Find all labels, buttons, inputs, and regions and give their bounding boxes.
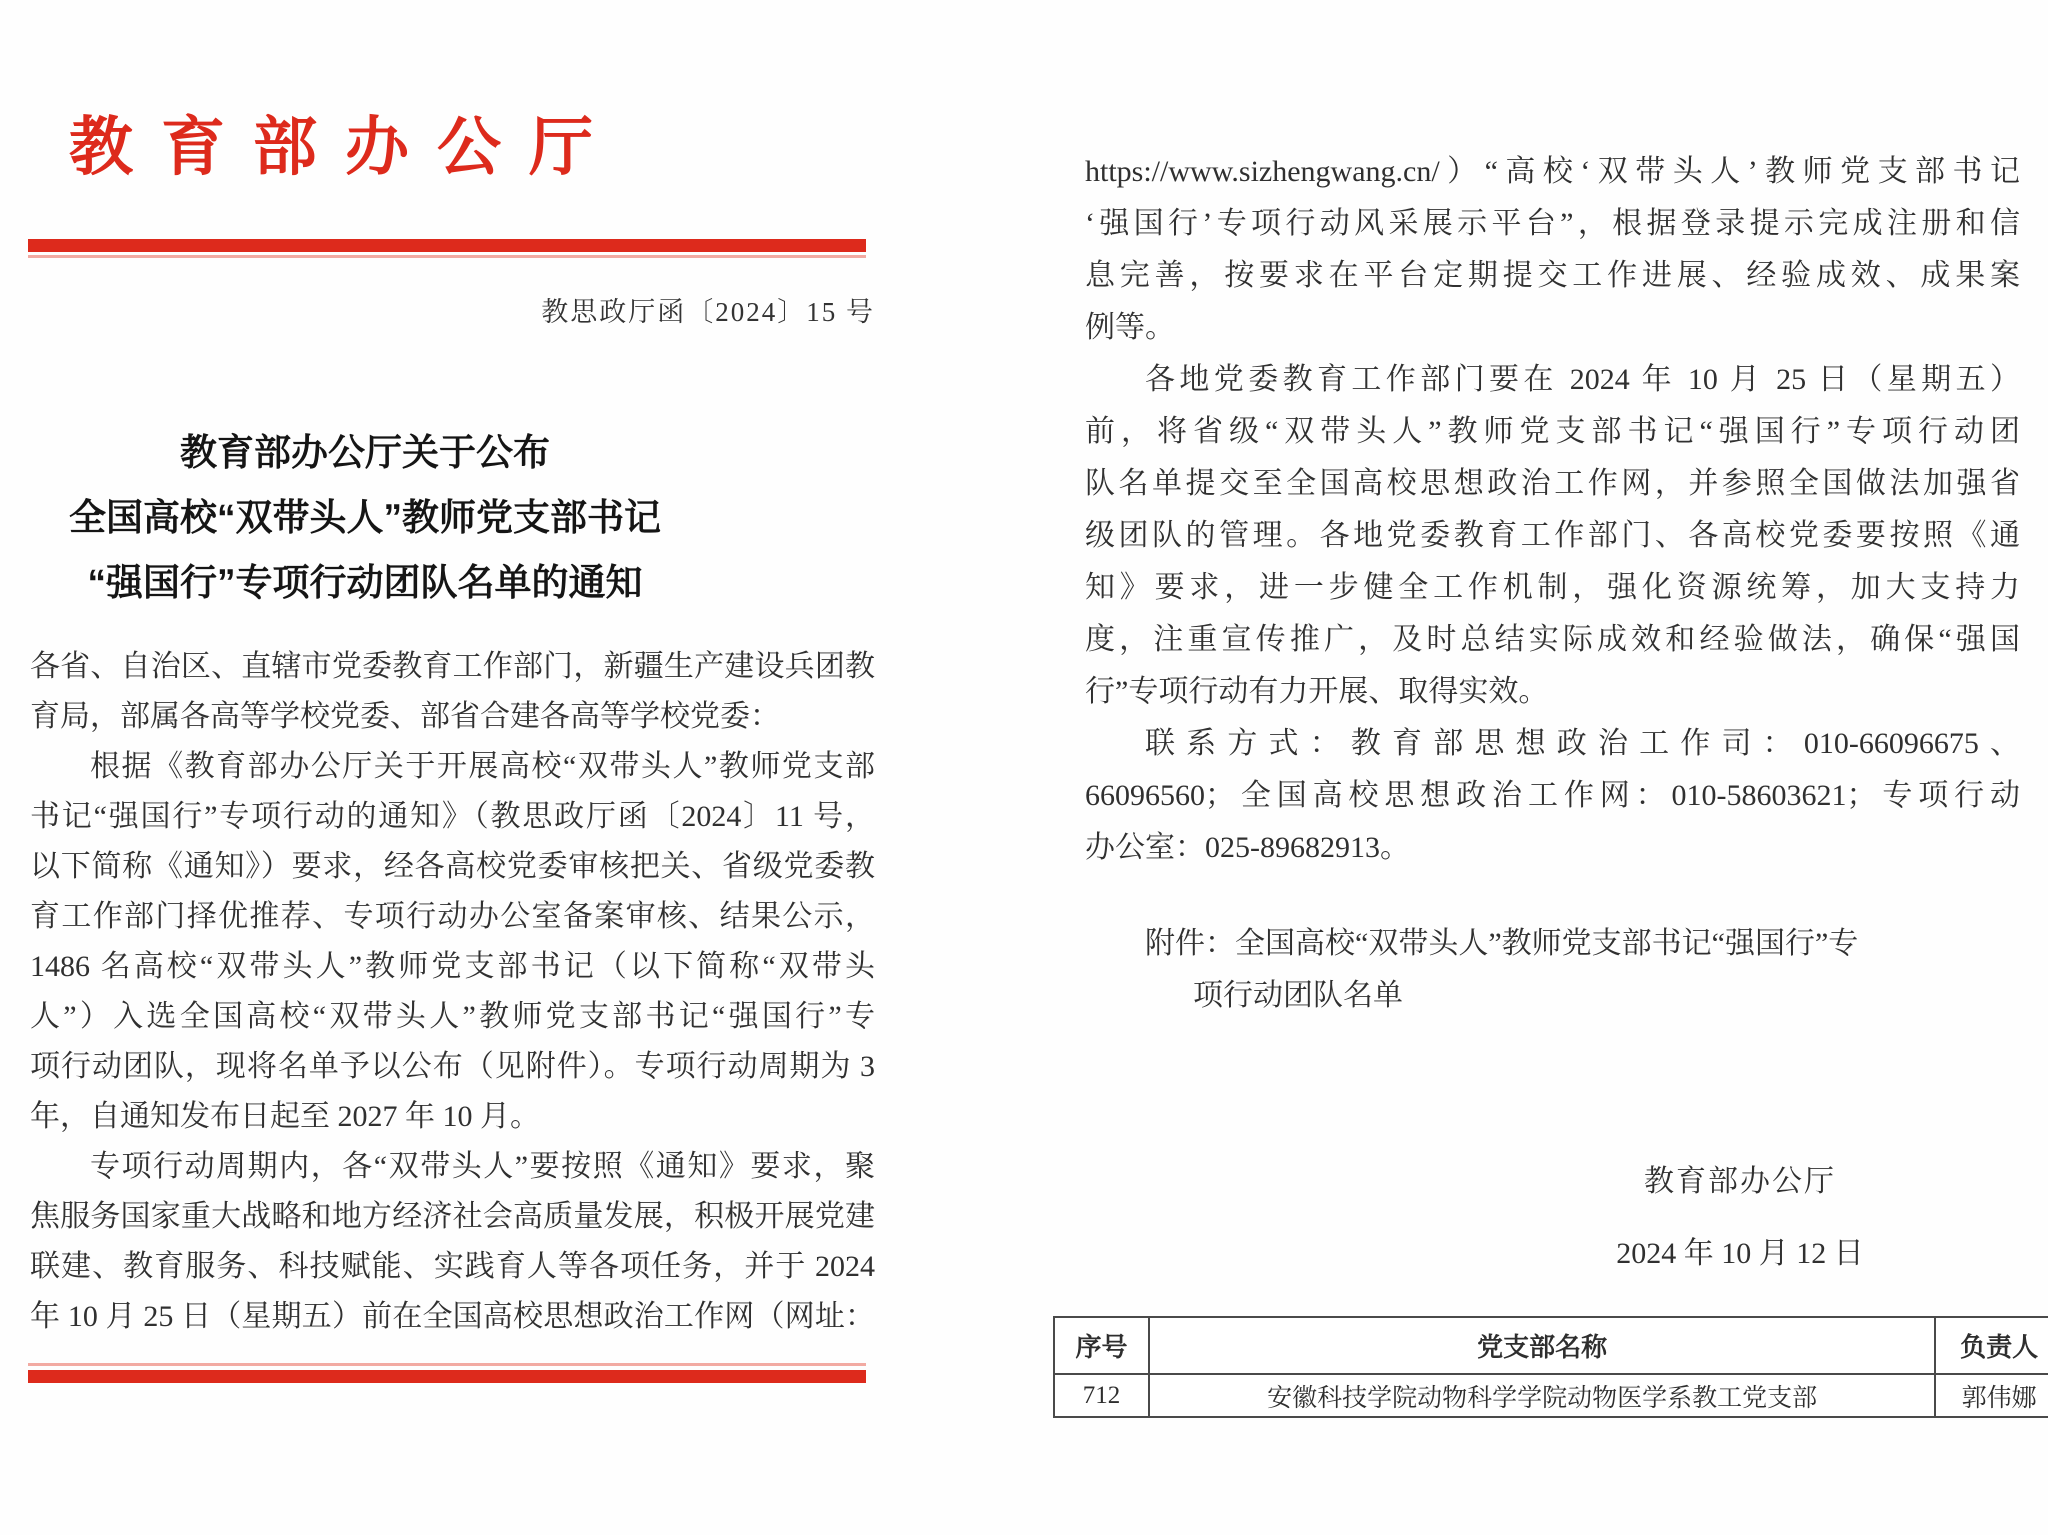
cell-index: 712 [1054, 1374, 1149, 1417]
body-line: 焦服务国家重大战略和地方经济社会高质量发展，积极开展党建 [30, 1200, 875, 1233]
body-line: 人”）入选全国高校“双带头人”教师党支部书记“强国行”专 [30, 1000, 875, 1033]
body-line: 年，自通知发布日起至 2027 年 10 月。 [30, 1100, 540, 1133]
body-line: 根据《教育部办公厅关于开展高校“双带头人”教师党支部 [90, 750, 875, 783]
body-line: 行”专项行动有力开展、取得实效。 [1085, 675, 1549, 708]
column-header-index: 序号 [1054, 1317, 1149, 1374]
cell-leader: 郭伟娜 [1935, 1374, 2048, 1417]
body-line: 项行动团队，现将名单予以公布（见附件）。专项行动周期为 3 [30, 1050, 875, 1083]
team-roster-table [1053, 1316, 2048, 1418]
body-line: 专项行动周期内，各“双带头人”要按照《通知》要求，聚 [90, 1150, 875, 1183]
letterhead-title: 教育部办公厅 [69, 112, 621, 183]
table-row [1054, 1374, 2048, 1417]
divider-thin-line [28, 1363, 866, 1366]
body-line: 书记“强国行”专项行动的通知》（教思政厅函〔2024〕11 号， [30, 800, 875, 833]
notice-page-2 [1024, 0, 2048, 1535]
cell-branch: 安徽科技学院动物科学学院动物医学系教工党支部 [1149, 1374, 1935, 1417]
body-line: 66096560；全国高校思想政治工作网：010-58603621；专项行动 [1085, 779, 2020, 812]
divider-thick-line [28, 239, 866, 252]
body-line: 息完善，按要求在平台定期提交工作进展、经验成效、成果案 [1085, 259, 2020, 292]
body-line: 度，注重宣传推广，及时总结实际成效和经验做法，确保“强国 [1085, 623, 2020, 656]
body-line: https://www.sizhengwang.cn/）“高校‘双带头人’教师党支部书记 [1085, 155, 2020, 188]
attachment-line: 项行动团队名单 [1193, 979, 1403, 1012]
body-line: ‘强国行’专项行动风采展示平台”，根据登录提示完成注册和信 [1085, 207, 2020, 240]
body-line: 各省、自治区、直辖市党委教育工作部门，新疆生产建设兵团教 [30, 650, 875, 683]
body-line: 各地党委教育工作部门要在 2024 年 10 月 25 日（星期五） [1145, 363, 2020, 396]
notice-title-line: “强国行”专项行动团队名单的通知 [87, 562, 643, 603]
body-line: 联建、教育服务、科技赋能、实践育人等各项任务，并于 2024 [30, 1250, 875, 1283]
letterhead-divider [28, 239, 866, 258]
body-line: 育工作部门择优推荐、专项行动办公室备案审核、结果公示， [30, 900, 875, 933]
body-line: 联系方式：教育部思想政治工作司：010-66096675、 [1145, 727, 2020, 760]
column-header-leader: 负责人 [1935, 1317, 2048, 1374]
body-line: 以下简称《通知》）要求，经各高校党委审核把关、省级党委教 [30, 850, 875, 883]
issue-date: 2024 年 10 月 12 日 [1616, 1237, 1864, 1270]
body-line: 1486 名高校“双带头人”教师党支部书记（以下简称“双带头 [30, 950, 875, 983]
divider-thin-line [28, 255, 866, 258]
column-header-branch: 党支部名称 [1149, 1317, 1935, 1374]
body-line: 育局，部属各高等学校党委、部省合建各高等学校党委： [30, 700, 780, 733]
body-line: 队名单提交至全国高校思想政治工作网，并参照全国做法加强省 [1085, 467, 2020, 500]
body-line: 例等。 [1085, 311, 1175, 344]
document-number: 教思政厅函〔2024〕15 号 [541, 297, 875, 327]
attachment-line: 附件：全国高校“双带头人”教师党支部书记“强国行”专 [1145, 927, 1859, 960]
notice-body-page1 [30, 642, 875, 1342]
notice-title [35, 420, 695, 615]
notice-title-line: 全国高校“双带头人”教师党支部书记 [69, 497, 661, 538]
body-line: 办公室：025-89682913。 [1085, 831, 1410, 864]
table-header-row [1054, 1317, 2048, 1374]
page1-footer-divider [28, 1363, 866, 1383]
body-line: 级团队的管理。各地党委教育工作部门、各高校党委要按照《通 [1085, 519, 2020, 552]
body-line: 知》要求，进一步健全工作机制，强化资源统筹，加大支持力 [1085, 571, 2020, 604]
body-line: 前，将省级“双带头人”教师党支部书记“强国行”专项行动团 [1085, 415, 2020, 448]
divider-thick-line [28, 1370, 866, 1383]
issuing-authority-signature: 教育部办公厅 [1644, 1165, 1836, 1198]
notice-title-line: 教育部办公厅关于公布 [180, 432, 550, 473]
attachment-reference [1085, 918, 2020, 1022]
notice-body-page2 [1085, 146, 2020, 874]
body-line: 年 10 月 25 日（星期五）前在全国高校思想政治工作网（网址： [30, 1300, 875, 1333]
